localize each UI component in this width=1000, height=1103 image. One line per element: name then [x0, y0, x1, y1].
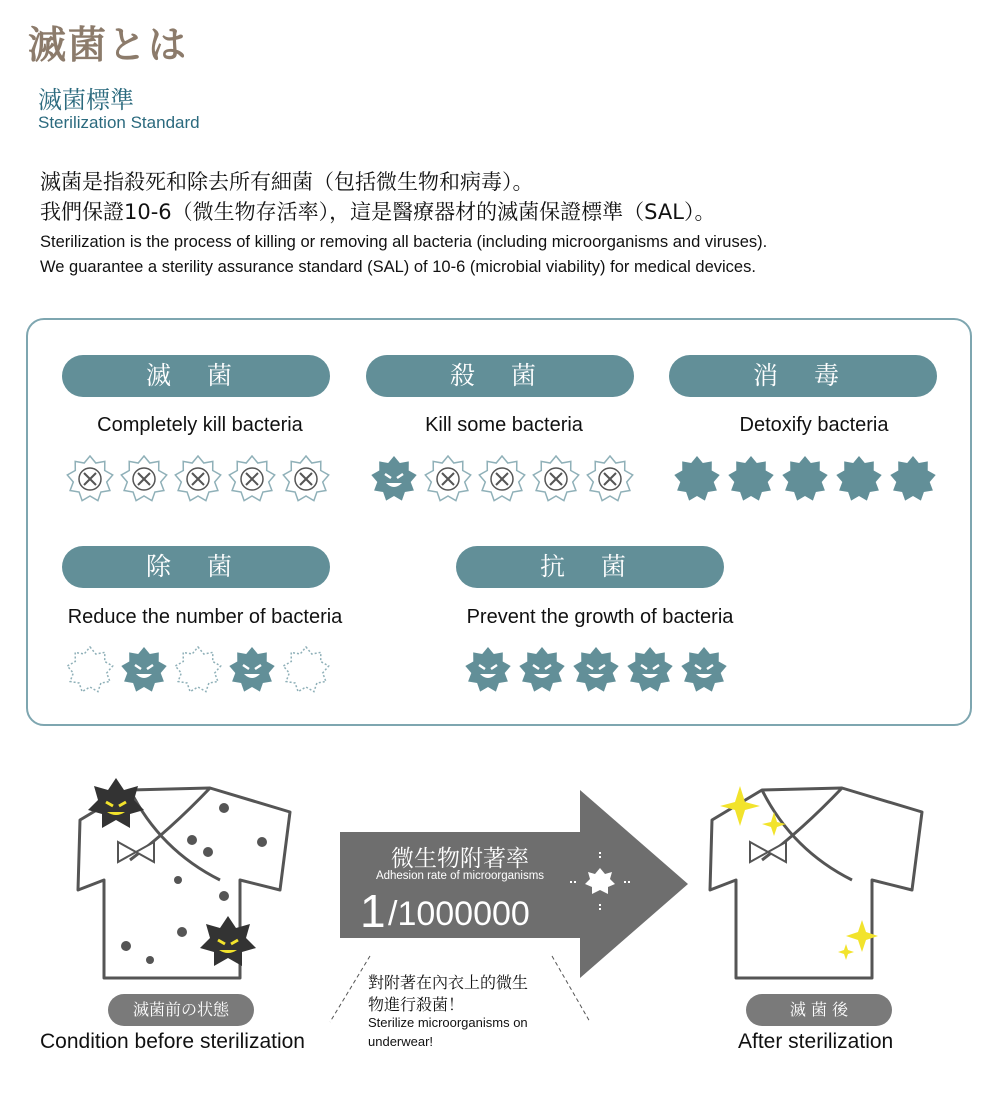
- caption-antibacterial: Prevent the growth of bacteria: [466, 606, 734, 628]
- live-germ-icon: [626, 646, 674, 694]
- live-germ-icon: [228, 646, 276, 694]
- killed-germ-icon: [120, 455, 168, 503]
- arrow-title-cn: 微生物附著率: [391, 846, 529, 872]
- note-cn-line2: 物進行殺菌！: [368, 995, 465, 1014]
- pill-detox: 消 毒: [669, 355, 937, 397]
- intro-cn-line1: 滅菌是指殺死和除去所有細菌（包括微生物和病毒）。: [40, 170, 534, 194]
- pill-reduce: 除 菌: [62, 546, 330, 588]
- killed-germ-icon: [66, 455, 114, 503]
- dashed-line: [330, 956, 370, 1022]
- pill-disinfection-kill: 殺 菌: [366, 355, 634, 397]
- note-en-line1: Sterilize microorganisms on: [368, 1015, 528, 1030]
- germ-row: [370, 455, 634, 503]
- killed-germ-icon: [532, 455, 580, 503]
- germ-row: [66, 455, 330, 503]
- live-germ-icon: [120, 646, 168, 694]
- detoxified-germ-icon: [889, 455, 937, 503]
- caption-kill-some: Kill some bacteria: [425, 414, 583, 436]
- ratio-rest: /1000000: [388, 895, 530, 933]
- detoxified-germ-icon: [727, 455, 775, 503]
- live-germ-icon: [680, 646, 728, 694]
- detoxified-germ-icon: [835, 455, 883, 503]
- after-caption: After sterilization: [738, 1030, 894, 1053]
- killed-germ-icon: [586, 455, 634, 503]
- before-badge: 滅菌前の状態: [108, 994, 254, 1026]
- live-germ-icon: [572, 646, 620, 694]
- pill-sterilization: 滅 菌: [62, 355, 330, 397]
- live-germ-icon: [464, 646, 512, 694]
- subtitle-chinese: 滅菌標準: [38, 86, 134, 114]
- killed-germ-icon: [478, 455, 526, 503]
- page-title: 滅菌とは: [28, 22, 189, 67]
- intro-cn-line2: 我們保證10-6（微生物存活率），這是醫療器材的滅菌保證標準（SAL）。: [40, 200, 716, 224]
- intro-en-line1: Sterilization is the process of killing or removing all bacteria (including microorganisms and viruses).: [40, 233, 768, 251]
- empty-germ-outline-icon: [282, 646, 330, 694]
- germ-row: [66, 646, 330, 694]
- detoxified-germ-icon: [673, 455, 721, 503]
- live-germ-icon: [518, 646, 566, 694]
- adhesion-arrow-shape: [340, 790, 688, 978]
- note-cn-line1: 對附著在內衣上的微生: [368, 973, 529, 992]
- germ-row: [464, 646, 728, 694]
- intro-en-line2: We guarantee a sterility assurance standard (SAL) of 10-6 (microbial viability) for medical devices.: [40, 258, 756, 276]
- arrow-title-en: Adhesion rate of microorganisms: [375, 870, 545, 882]
- empty-germ-outline-icon: [174, 646, 222, 694]
- killed-germ-icon: [228, 455, 276, 503]
- after-badge: 滅 菌 後: [746, 994, 892, 1026]
- caption-reduce: Reduce the number of bacteria: [67, 606, 343, 628]
- pill-antibacterial: 抗 菌: [456, 546, 724, 588]
- killed-germ-icon: [282, 455, 330, 503]
- killed-germ-icon: [174, 455, 222, 503]
- subtitle-english: Sterilization Standard: [38, 113, 200, 132]
- germ-row: [673, 455, 937, 503]
- note-en-line2: underwear!: [368, 1034, 434, 1049]
- empty-germ-outline-icon: [66, 646, 114, 694]
- before-caption: Condition before sterilization: [40, 1030, 305, 1053]
- caption-sterilization: Completely kill bacteria: [97, 414, 303, 436]
- ratio-big: 1: [360, 885, 386, 937]
- caption-detox: Detoxify bacteria: [739, 414, 889, 436]
- detoxified-germ-icon: [781, 455, 829, 503]
- killed-germ-icon: [424, 455, 472, 503]
- live-germ-icon: [370, 455, 418, 503]
